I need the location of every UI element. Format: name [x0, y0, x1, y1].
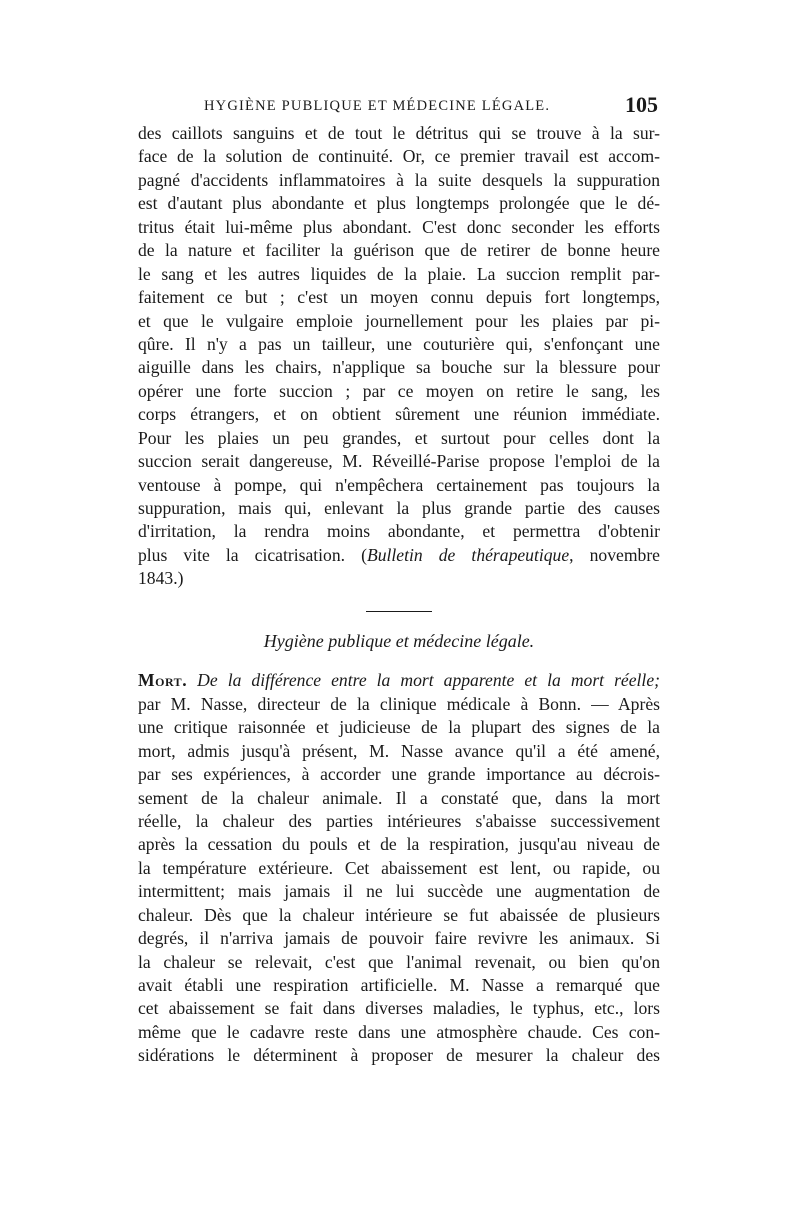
text-line: et que le vulgaire emploie journellement pour les plaies par pi-: [138, 310, 660, 331]
text-line: est d'autant plus abondante et plus longtemps prolongée que le dé-: [138, 193, 660, 214]
text-line: sidérations le déterminent à proposer de mesurer la chaleur des: [138, 1045, 660, 1066]
citation-post: , novembre: [569, 544, 660, 565]
text-line: réelle, la chaleur des parties intérieures s'abaisse successivement: [138, 810, 660, 831]
text-line: opérer une forte succion ; par ce moyen on retire le sang, les: [138, 380, 660, 401]
text-line: chaleur. Dès que la chaleur intérieure se fut abaissée de plusieurs: [138, 904, 660, 925]
citation-pre: plus vite la cicatrisation. (: [138, 544, 367, 565]
text-line: par M. Nasse, directeur de la clinique médicale à Bonn. — Après: [138, 693, 660, 714]
text-line: une critique raisonnée et judicieuse de la plupart des signes de la: [138, 717, 660, 738]
text-line: degrés, il n'arriva jamais de pouvoir faire revivre les animaux. Si: [138, 928, 660, 949]
text-line: de la nature et faciliter la guérison que de retirer de bonne heure: [138, 240, 660, 261]
article-title: De la différence entre la mort apparente et la mort réelle;: [197, 670, 660, 691]
text-line: par ses expériences, à accorder une grande importance au décrois-: [138, 764, 660, 785]
page-number: 105: [625, 92, 658, 117]
citation-title: Bulletin de thérapeutique: [366, 544, 570, 565]
text-line: cet abaissement se fait dans diverses maladies, le typhus, etc., lors: [138, 998, 660, 1019]
paragraph-1: [138, 122, 660, 591]
section-title: Hygiène publique et médecine légale.: [263, 631, 535, 652]
text-line: tritus était lui-même plus abondant. C'est donc seconder les efforts: [138, 216, 660, 237]
running-header: [138, 92, 660, 122]
paragraph-2: [138, 669, 660, 1067]
citation-line: [138, 544, 660, 567]
text-line: après la cessation du pouls et de la respiration, jusqu'au niveau de: [138, 834, 660, 855]
text-line: mort, admis jusqu'à présent, M. Nasse avance qu'il a été amené,: [138, 740, 660, 761]
text-line: avait établi une respiration artificielle. M. Nasse a remarqué que: [138, 975, 660, 996]
text-line: Pour les plaies un peu grandes, et surtout pour celles dont la: [138, 427, 660, 448]
text-line: la température extérieure. Cet abaissement est lent, ou rapide, ou: [138, 857, 660, 878]
article-keyword: Mort.: [138, 670, 188, 691]
section-divider: [366, 611, 432, 613]
text-line: face de la solution de continuité. Or, ce premier travail est accom-: [138, 146, 660, 167]
text-line: aiguille dans les chairs, n'applique sa bouche sur la blessure pour: [138, 357, 660, 378]
text-line: même que le cadavre reste dans une atmosphère chaude. Ces con-: [138, 1021, 660, 1042]
text-line: faitement ce but ; c'est un moyen connu depuis fort longtemps,: [138, 287, 660, 308]
text-line: des caillots sanguins et de tout le détritus qui se trouve à la sur-: [138, 123, 660, 143]
text-line: intermittent; mais jamais il ne lui succède une augmentation de: [138, 881, 660, 902]
text-line: suppuration, mais qui, enlevant la plus grande partie des causes: [138, 498, 660, 518]
text-line-last: 1843.): [138, 568, 184, 589]
text-line: sement de la chaleur animale. Il a constaté que, dans la mort: [138, 787, 660, 808]
running-title: HYGIÈNE PUBLIQUE ET MÉDECINE LÉGALE.: [204, 98, 551, 114]
text-line: pagné d'accidents inflammatoires à la suite desquels la suppuration: [138, 169, 660, 190]
text-line: le sang et les autres liquides de la plaie. La succion remplit par-: [138, 263, 660, 284]
text-line: ventouse à pompe, qui n'empêchera certainement pas toujours la: [138, 474, 660, 495]
text-line: qûre. Il n'y a pas un tailleur, une couturière qui, s'enfonçant une: [138, 333, 660, 354]
book-page: [138, 92, 660, 1068]
text-line: succion serait dangereuse, M. Réveillé-Parise propose l'emploi de la: [138, 451, 660, 472]
text-line: la chaleur se relevait, c'est que l'animal revenait, ou bien qu'on: [138, 951, 660, 972]
text-line: corps étrangers, et on obtient sûrement une réunion immédiate.: [138, 404, 660, 425]
text-line: d'irritation, la rendra moins abondante, et permettra d'obtenir: [138, 521, 660, 542]
article-lead-line: [138, 669, 660, 692]
